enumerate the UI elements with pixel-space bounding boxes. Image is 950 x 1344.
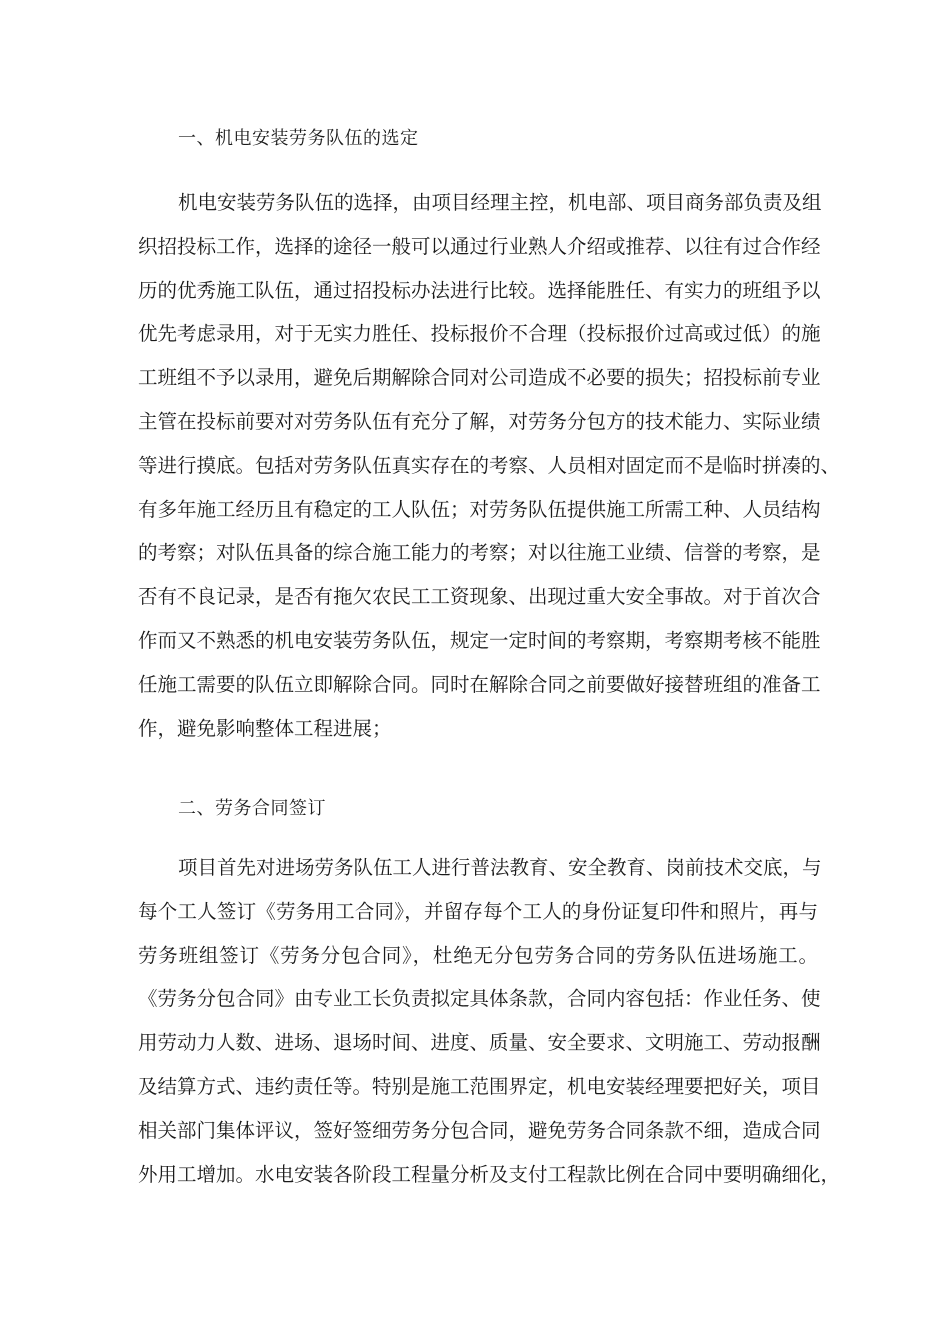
- paragraph-line: 外用工增加。水电安装各阶段工程量分析及支付工程款比例在合同中要明确细化，: [138, 1162, 841, 1186]
- paragraph-line: 相关部门集体评议，签好签细劳务分包合同，避免劳务合同条款不细，造成合同: [138, 1118, 821, 1142]
- paragraph-line: 织招投标工作，选择的途径一般可以通过行业熟人介绍或推荐、以往有过合作经: [138, 234, 821, 258]
- paragraph-line: 工班组不予以录用，避免后期解除合同对公司造成不必要的损失；招投标前专业: [138, 366, 821, 390]
- paragraph-line: 及结算方式、违约责任等。特别是施工范围界定，机电安装经理要把好关，项目: [138, 1074, 821, 1098]
- paragraph-line: 的考察；对队伍具备的综合施工能力的考察；对以往施工业绩、信誉的考察，是: [138, 541, 821, 565]
- paragraph-line: 每个工人签订《劳务用工合同》，并留存每个工人的身份证复印件和照片，再与: [138, 899, 818, 923]
- paragraph-line: 等进行摸底。包括对劳务队伍真实存在的考察、人员相对固定而不是临时拼凑的、: [138, 453, 841, 477]
- paragraph-line: 用劳动力人数、进场、退场时间、进度、质量、安全要求、文明施工、劳动报酬: [138, 1031, 821, 1055]
- section-2-paragraph: [138, 846, 841, 1196]
- paragraph-line: 《劳务分包合同》由专业工长负责拟定具体条款，合同内容包括：作业任务、使: [138, 987, 821, 1011]
- paragraph-line: 作，避免影响整体工程进展；: [138, 716, 392, 740]
- paragraph-line: 主管在投标前要对对劳务队伍有充分了解，对劳务分包方的技术能力、实际业绩: [138, 409, 821, 433]
- paragraph-line: 项目首先对进场劳务队伍工人进行普法教育、安全教育、岗前技术交底，与: [178, 856, 822, 879]
- section-1-paragraph: [138, 181, 841, 750]
- paragraph-line: 作而又不熟悉的机电安装劳务队伍，规定一定时间的考察期，考察期考核不能胜: [138, 628, 821, 652]
- paragraph-line: 历的优秀施工队伍，通过招投标办法进行比较。选择能胜任、有实力的班组予以: [138, 278, 821, 302]
- section-1-heading: 一、机电安装劳务队伍的选定: [178, 128, 419, 149]
- paragraph-line: 机电安装劳务队伍的选择，由项目经理主控，机电部、项目商务部负责及组: [178, 191, 822, 214]
- paragraph-line: 否有不良记录，是否有拖欠农民工工资现象、出现过重大安全事故。对于首次合: [138, 585, 821, 609]
- paragraph-line: 劳务班组签订《劳务分包合同》，杜绝无分包劳务合同的劳务队伍进场施工。: [138, 943, 818, 967]
- paragraph-line: 优先考虑录用，对于无实力胜任、投标报价不合理（投标报价过高或过低）的施: [138, 322, 821, 346]
- section-2-heading: 二、劳务合同签订: [178, 798, 326, 819]
- paragraph-line: 任施工需要的队伍立即解除合同。同时在解除合同之前要做好接替班组的准备工: [138, 672, 821, 696]
- paragraph-line: 有多年施工经历且有稳定的工人队伍；对劳务队伍提供施工所需工种、人员结构: [138, 497, 821, 521]
